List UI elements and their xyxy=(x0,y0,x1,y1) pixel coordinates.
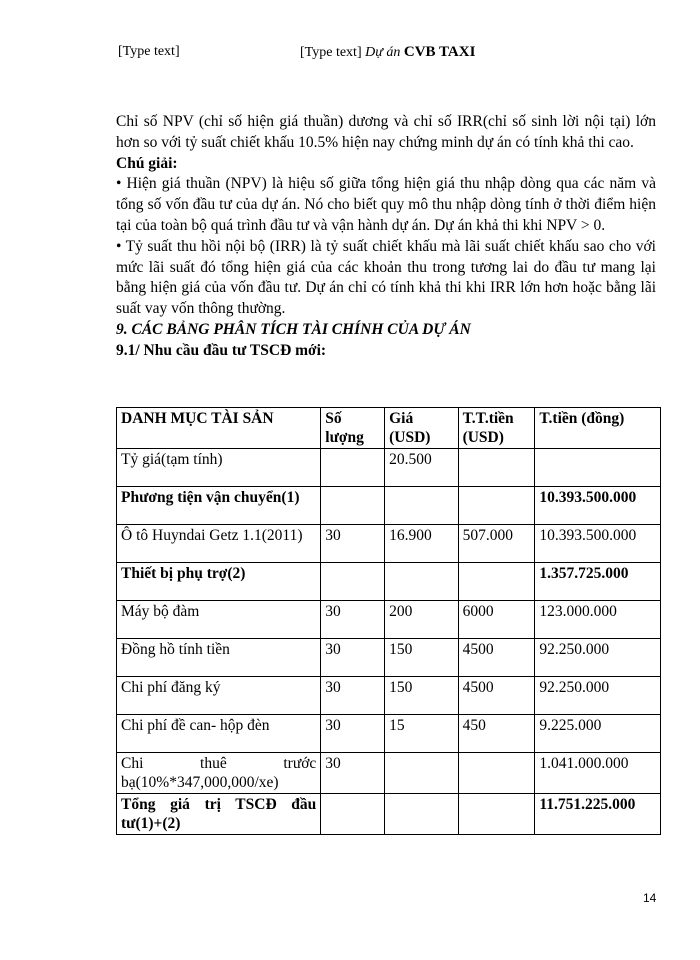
bullet-irr: • Tỷ suất thu hồi nội bộ (IRR) là tỷ suất chiết khấu mà lãi suất chiết khấu sao cho với mức lãi suất đó tổng hiện giá của các khoản thu trong tương lai do đầu tư mang lại bằng hiện giá của vốn đầu tư. Dự án chỉ có tính khả thi khi IRR lớn hơn hoặc bằng lãi suất vay vốn thông thường. xyxy=(116,237,656,318)
cell-name: Phương tiện vận chuyển(1) xyxy=(117,487,321,525)
cell-price: 20.500 xyxy=(385,449,458,487)
table-row xyxy=(117,753,661,794)
section-title: 9. CÁC BẢNG PHÂN TÍCH TÀI CHÍNH CỦA DỰ ÁN xyxy=(116,320,471,338)
header-title xyxy=(300,44,475,61)
cell-tt-usd xyxy=(458,449,535,487)
table-row xyxy=(117,525,661,563)
table-row xyxy=(117,487,661,525)
cell-price: 15 xyxy=(385,715,458,753)
cell-tt-vnd: 123.000.000 xyxy=(535,601,661,639)
cell-name: Thiết bị phụ trợ(2) xyxy=(117,563,321,601)
cell-qty: 30 xyxy=(321,753,385,794)
cell-tt-usd: 6000 xyxy=(458,601,535,639)
table-row-total xyxy=(117,794,661,835)
cell-qty: 30 xyxy=(321,639,385,677)
cell-tt-vnd: 1.357.725.000 xyxy=(535,563,661,601)
cell-qty xyxy=(321,794,385,835)
table-row xyxy=(117,563,661,601)
cell-name: Tổng giá trị TSCĐ đầu tư(1)+(2) xyxy=(117,794,321,835)
cell-tt-usd: 4500 xyxy=(458,677,535,715)
table-row xyxy=(117,677,661,715)
header-cell: Số lượng xyxy=(321,408,385,449)
bullet-npv: • Hiện giá thuần (NPV) là hiệu số giữa tổng hiện giá thu nhập dòng qua các năm và tổng số vốn đầu tư của dự án. Nó cho biết quy mô thu nhập dòng tính ở thời điểm hiện tại của toàn bộ quá trình đầu tư và vận hành dự án. Dự án khả thi khi NPV > 0. xyxy=(116,175,656,234)
cell-tt-usd: 507.000 xyxy=(458,525,535,563)
cell-tt-usd xyxy=(458,794,535,835)
cell-name: Chi phí đăng ký xyxy=(117,677,321,715)
cell-tt-usd: 4500 xyxy=(458,639,535,677)
cell-tt-usd xyxy=(458,487,535,525)
cell-price xyxy=(385,753,458,794)
cell-qty xyxy=(321,563,385,601)
cell-tt-vnd: 11.751.225.000 xyxy=(535,794,661,835)
cell-price: 16.900 xyxy=(385,525,458,563)
cell-price xyxy=(385,794,458,835)
cell-price xyxy=(385,487,458,525)
cell-tt-vnd: 92.250.000 xyxy=(535,677,661,715)
cell-tt-vnd: 92.250.000 xyxy=(535,639,661,677)
cell-qty: 30 xyxy=(321,677,385,715)
table-row xyxy=(117,639,661,677)
table-row xyxy=(117,715,661,753)
header-cell: DANH MỤC TÀI SẢN xyxy=(117,408,321,449)
paragraph-npv-irr: Chỉ số NPV (chỉ số hiện giá thuần) dương và chỉ số IRR(chỉ số sinh lời nội tại) lớn hơn so với tỷ suất chiết khấu 10.5% hiện nay chứng minh dự án có tính khả thi cao. xyxy=(116,113,656,151)
header-cell: T.T.tiền (USD) xyxy=(458,408,535,449)
cell-price: 150 xyxy=(385,639,458,677)
cell-qty xyxy=(321,487,385,525)
cell-tt-vnd xyxy=(535,449,661,487)
cell-tt-vnd: 9.225.000 xyxy=(535,715,661,753)
cell-name: Đồng hồ tính tiền xyxy=(117,639,321,677)
header-mid-bold: CVB TAXI xyxy=(403,44,476,60)
cell-tt-usd: 450 xyxy=(458,715,535,753)
header-cell: T.tiền (đồng) xyxy=(535,408,661,449)
cell-tt-vnd: 1.041.000.000 xyxy=(535,753,661,794)
cell-price xyxy=(385,563,458,601)
cell-price: 200 xyxy=(385,601,458,639)
cell-name: Chi phí đề can- hộp đèn xyxy=(117,715,321,753)
cell-qty: 30 xyxy=(321,715,385,753)
cell-name: Chi thuê trước bạ(10%*347,000,000/xe) xyxy=(117,753,321,794)
cell-tt-vnd: 10.393.500.000 xyxy=(535,487,661,525)
header-left: [Type text] xyxy=(118,44,180,59)
cell-name: Máy bộ đàm xyxy=(117,601,321,639)
cell-tt-vnd: 10.393.500.000 xyxy=(535,525,661,563)
table-row xyxy=(117,449,661,487)
page-number: 14 xyxy=(643,891,657,905)
cell-qty: 30 xyxy=(321,525,385,563)
cell-tt-usd xyxy=(458,563,535,601)
cell-name: Tỷ giá(tạm tính) xyxy=(117,449,321,487)
header-cell: Giá (USD) xyxy=(385,408,458,449)
cell-name: Ô tô Huyndai Getz 1.1(2011) xyxy=(117,525,321,563)
cell-qty xyxy=(321,449,385,487)
cell-tt-usd xyxy=(458,753,535,794)
cell-price: 150 xyxy=(385,677,458,715)
cell-qty: 30 xyxy=(321,601,385,639)
table-header-row xyxy=(117,408,661,449)
header-mid-italic: Dự án xyxy=(365,45,401,60)
investment-table xyxy=(116,407,661,835)
header-mid-plain: [Type text] xyxy=(300,45,362,60)
note-title: Chú giải: xyxy=(116,154,178,172)
document-body xyxy=(116,112,656,362)
subsection-title: 9.1/ Nhu cầu đầu tư TSCĐ mới: xyxy=(116,341,327,359)
table-row xyxy=(117,601,661,639)
